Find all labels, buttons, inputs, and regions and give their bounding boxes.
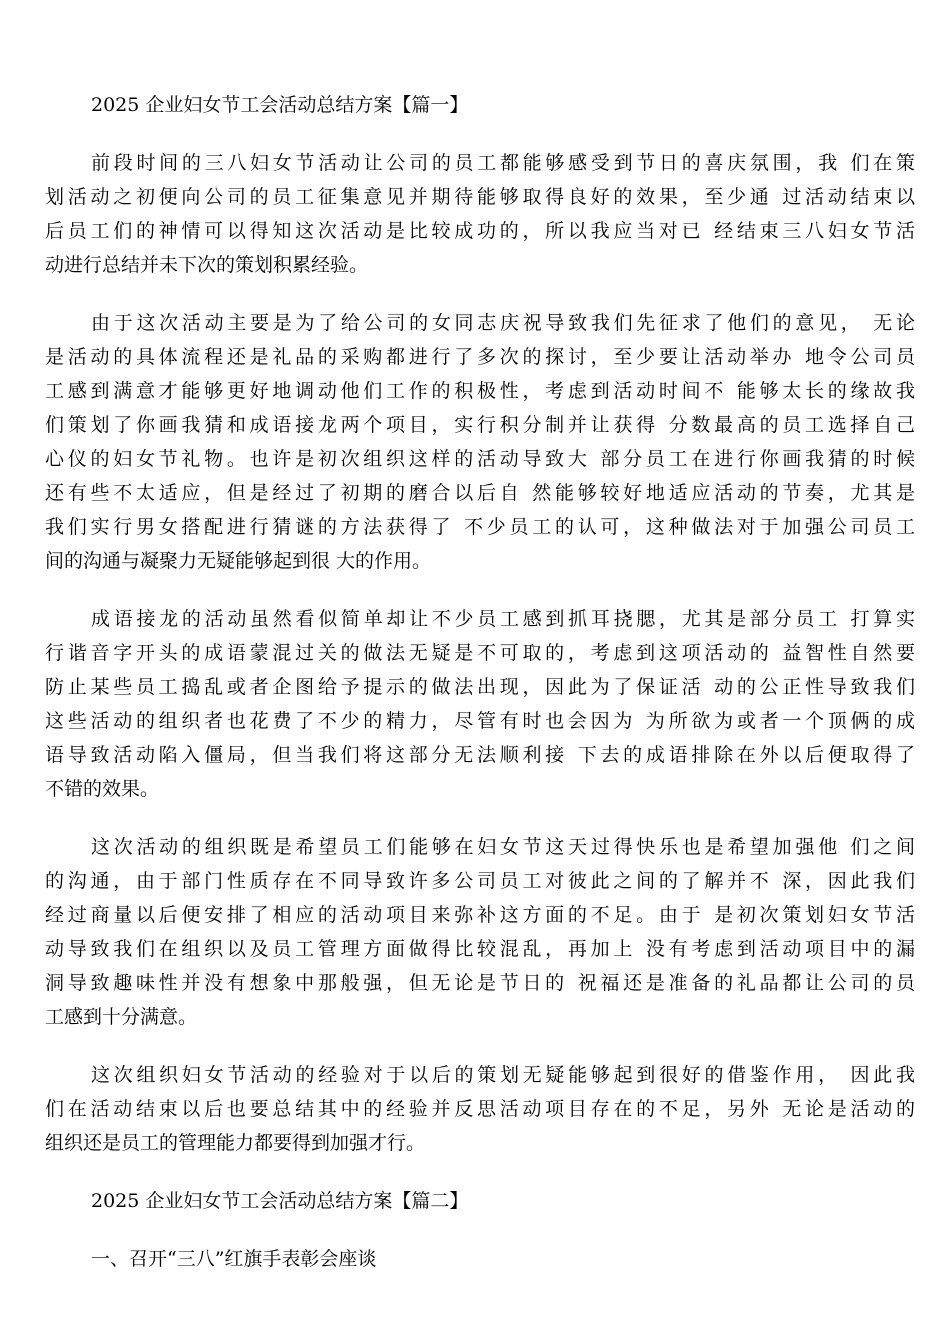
paragraph-line: 们策划了你画我猜和成语接龙两个项目，实行积分制并让获得 分数最高的员工选择自己	[45, 414, 915, 436]
paragraph-line: 是活动的具体流程还是礼品的采购都进行了多次的探讨，至少要让活动举办 地令公司员	[45, 346, 915, 368]
document-page	[45, 88, 915, 1276]
paragraph-line: 前段时间的三八妇女节活动让公司的员工都能够感受到节日的喜庆氛围，我 们在策	[91, 152, 915, 174]
paragraph-line: 间的沟通与凝聚力无疑能够起到很 大的作用。	[45, 550, 432, 572]
section-heading-2: 2025 企业妇女节工会活动总结方案【篇二】	[91, 1190, 469, 1212]
paragraph	[45, 602, 915, 806]
section-heading-1: 2025 企业妇女节工会活动总结方案【篇一】	[91, 94, 469, 116]
paragraph-line: 动导致我们在组织以及员工管理方面做得比较混乱，再加上 没有考虑到活动项目中的漏	[45, 938, 915, 960]
paragraph	[45, 146, 915, 282]
paragraph-line: 的沟通，由于部门性质存在不同导致许多公司员工对彼此之间的了解并不 深，因此我们	[45, 870, 915, 892]
paragraph-line: 工感到满意才能够更好地调动他们工作的积极性，考虑到活动时间不 能够太长的缘故我	[45, 380, 915, 402]
paragraph-line: 不错的效果。	[45, 778, 160, 800]
paragraph-line: 由于这次活动主要是为了给公司的女同志庆祝导致我们先征求了他们的意见， 无论	[91, 312, 915, 334]
paragraph-line: 成语接龙的活动虽然看似简单却让不少员工感到抓耳挠腮，尤其是部分员工 打算实	[91, 608, 915, 630]
paragraph-line: 工感到十分满意。	[45, 1006, 198, 1028]
paragraph-line: 我们实行男女搭配进行猜谜的方法获得了 不少员工的认可，这种做法对于加强公司员工	[45, 516, 915, 538]
subheading: 一、召开“三八”红旗手表彰会座谈	[91, 1248, 377, 1270]
paragraph-line: 还有些不太适应，但是经过了初期的磨合以后自 然能够较好地适应活动的节奏，尤其是	[45, 482, 915, 504]
paragraph	[45, 306, 915, 578]
paragraph-line: 经过商量以后便安排了相应的活动项目来弥补这方面的不足。由于 是初次策划妇女节活	[45, 904, 915, 926]
paragraph-line: 语导致活动陷入僵局，但当我们将这部分无法顺利接 下去的成语排除在外以后便取得了	[45, 744, 915, 766]
paragraph-line: 洞导致趣味性并没有想象中那般强，但无论是节日的 祝福还是准备的礼品都让公司的员	[45, 972, 915, 994]
paragraph-line: 这次活动的组织既是希望员工们能够在妇女节这天过得快乐也是希望加强他 们之间	[91, 836, 915, 858]
paragraph-line: 们在活动结束以后也要总结其中的经验并反思活动项目存在的不足，另外 无论是活动的	[45, 1098, 915, 1120]
paragraph-line: 组织还是员工的管理能力都要得到加强才行。	[45, 1132, 426, 1154]
body-paragraphs	[45, 146, 915, 1160]
paragraph-line: 防止某些员工捣乱或者企图给予提示的做法出现，因此为了保证活 动的公正性导致我们	[45, 676, 915, 698]
paragraph-line: 动进行总结并未下次的策划积累经验。	[45, 254, 369, 276]
paragraph-line: 这次组织妇女节活动的经验对于以后的策划无疑能够起到很好的借鉴作用， 因此我	[91, 1064, 915, 1086]
paragraph-line: 划活动之初便向公司的员工征集意见并期待能够取得良好的效果，至少通 过活动结束以	[45, 186, 915, 208]
paragraph-line: 这些活动的组织者也花费了不少的精力，尽管有时也会因为 为所欲为或者一个顶俩的成	[45, 710, 915, 732]
paragraph	[45, 830, 915, 1034]
paragraph-line: 行谐音字开头的成语蒙混过关的做法无疑是不可取的，考虑到这项活动的 益智性自然要	[45, 642, 915, 664]
paragraph-line: 后员工们的神情可以得知这次活动是比较成功的，所以我应当对已 经结束三八妇女节活	[45, 220, 915, 242]
paragraph-line: 心仪的妇女节礼物。也许是初次组织这样的活动导致大 部分员工在进行你画我猜的时候	[45, 448, 915, 470]
paragraph	[45, 1058, 915, 1160]
